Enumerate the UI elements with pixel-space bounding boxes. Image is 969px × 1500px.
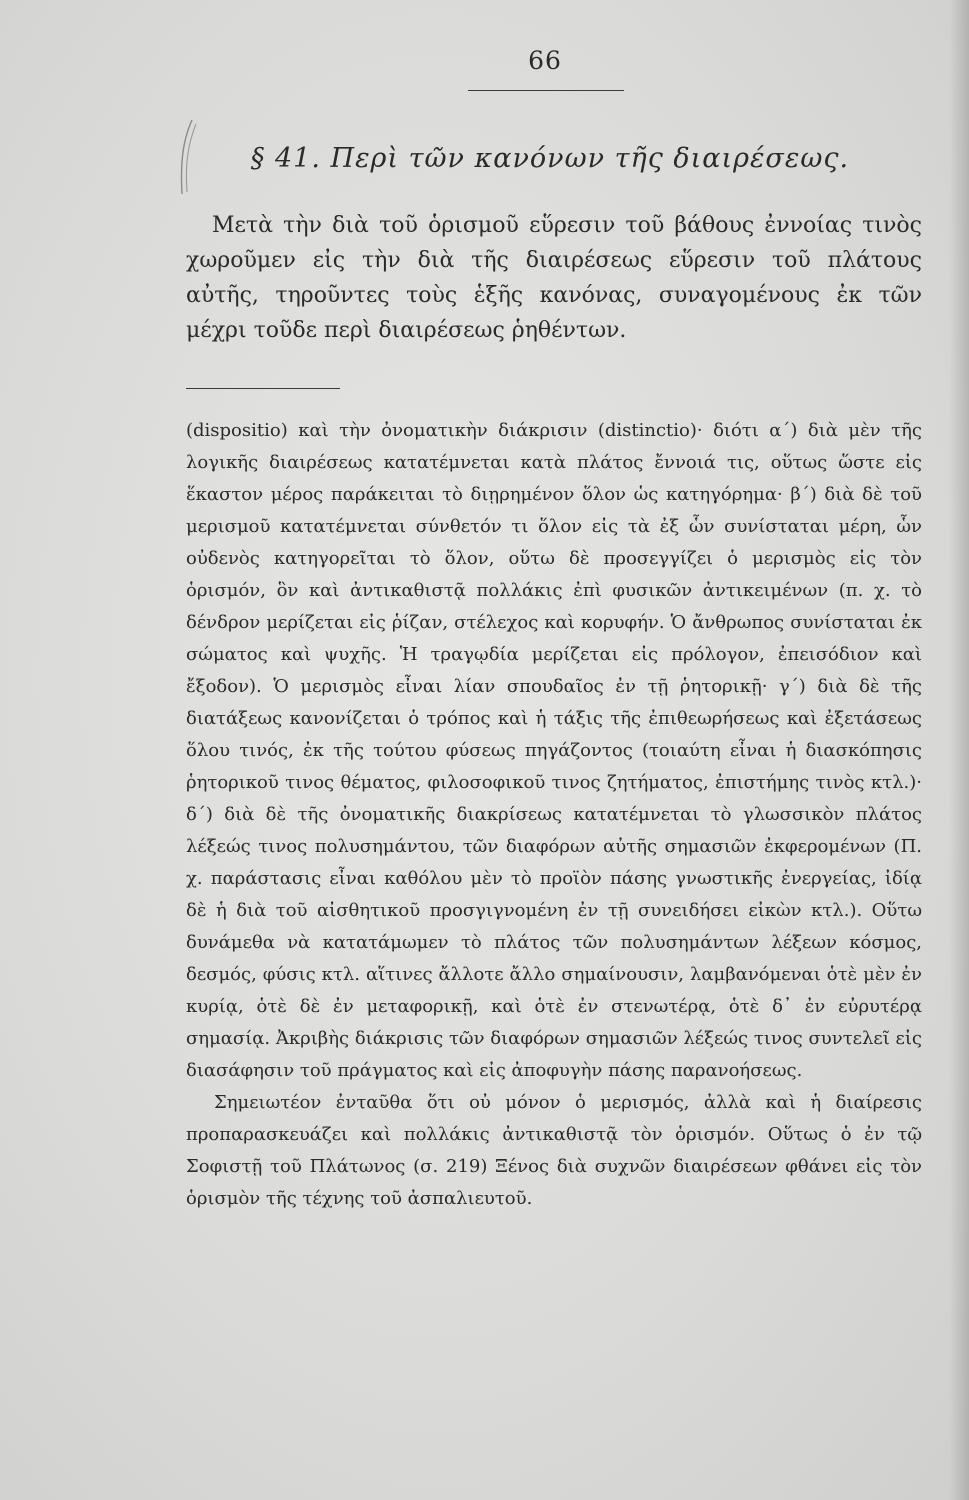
- footnote-paragraph-1: (dispositio) καὶ τὴν ὀνοματικὴν διάκρισιν (distinctio)· διότι α΄) διὰ μὲν τῆς λογικῆς διαιρέσεως κατατέμνεται κατὰ πλάτος ἔννοιά τις, οὕτως ὥστε εἰς ἕκαστον μέρος παράκειται τὸ διῃρημένον ὅλον ὡς κατηγόρημα· β΄) διὰ δὲ τοῦ μερισμοῦ κατατέμνεται σύνθετόν τι ὅλον εἰς τὰ ἐξ ὧν συνίσταται μέρη, ὧν οὐδενὸς κατηγορεῖται τὸ ὅλον, οὕτω δὲ προσεγγίζει ὁ μερισμὸς εἰς τὸν ὁρισμόν, ὃν καὶ ἀντικαθιστᾷ πολλάκις ἐπὶ φυσικῶν ἀντικειμένων (π. χ. τὸ δένδρον μερίζεται εἰς ῥίζαν, στέλεχος καὶ κορυφήν. Ὁ ἄνθρωπος συνίσταται ἐκ σώματος καὶ ψυχῆς. Ἡ τραγῳδία μερίζεται εἰς πρόλογον, ἐπεισόδιον καὶ ἔξοδον). Ὁ μερισμὸς εἶναι λίαν σπουδαῖος ἐν τῇ ῥητορικῇ· γ΄) διὰ δὲ τῆς διατάξεως κανονίζεται ὁ τρόπος καὶ ἡ τάξις τῆς ἐπιθεωρήσεως καὶ ἐξετάσεως ὅλου τινός, ἐκ τῆς τούτου φύσεως πηγάζοντος (τοιαύτη εἶναι ἡ διασκόπησις ῥητορικοῦ τινος θέματος, φιλοσοφικοῦ τινος ζητήματος, ἐπιστήμης τινὸς κτλ.)· δ΄) διὰ δὲ τῆς ὀνοματικῆς διακρίσεως κατατέμνεται τὸ γλωσσικὸν πλάτος λέξεώς τινος πολυσημάντου, τῶν διαφόρων αὐτῆς σημασιῶν ἐκφερομένων (Π. χ. παράστασις εἶναι καθόλου μὲν τὸ προϊὸν πάσης γνωστικῆς ἐνεργείας, ἰδίᾳ δὲ ἡ διὰ τοῦ αἰσθητικοῦ προσγιγνομένη ἐν τῇ συνειδήσει εἰκὼν κτλ.). Οὕτω δυνάμεθα νὰ κατατάμωμεν τὸ πλάτος τῶν πολυσημάντων λέξεων κόσμος, δεσμός, φύσις κτλ. αἵτινες ἄλλοτε ἄλλο σημαίνουσιν, λαμβανόμεναι ὁτὲ μὲν ἐν κυρίᾳ, ὁτὲ δὲ ἐν μεταφορικῇ, καὶ ὁτὲ ἐν στενωτέρᾳ, ὁτὲ δ᾽ ἐν εὐρυτέρᾳ σημασίᾳ. Ἀκριβὴς διάκρισις τῶν διαφόρων σημασιῶν λέξεώς τινος συντελεῖ εἰς διασάφησιν τοῦ πράγματος καὶ εἰς ἀποφυγὴν πάσης παρανοήσεως.: [186, 420, 922, 1081]
- page-number: 66: [528, 46, 562, 75]
- section-heading: § 41. Περὶ τῶν κανόνων τῆς διαιρέσεως.: [250, 143, 850, 174]
- page-number-rule: [468, 90, 624, 91]
- footnote-text: [186, 415, 922, 1215]
- footnote-paragraph-2: Σημειωτέον ἐνταῦθα ὅτι οὐ μόνον ὁ μερισμός, ἀλλὰ καὶ ἡ διαίρεσις προπαρασκευάζει καὶ πολλάκις ἀντικαθιστᾷ τὸν ὁρισμόν. Οὕτως ὁ ἐν τῷ Σοφιστῇ τοῦ Πλάτωνος (σ. 219) Ξένος διὰ συχνῶν διαιρέσεων φθάνει εἰς τὸν ὁρισμὸν τῆς τέχνης τοῦ ἀσπαλιευτοῦ.: [186, 1092, 922, 1209]
- page-edge-shadow: [949, 0, 969, 1500]
- footnote-rule: [186, 388, 340, 389]
- intro-text: [186, 208, 922, 348]
- intro-paragraph: Μετὰ τὴν διὰ τοῦ ὁρισμοῦ εὕρεσιν τοῦ βάθους ἐννοίας τινὸς χωροῦμεν εἰς τὴν διὰ τῆς διαιρέσεως εὕρεσιν τοῦ πλάτους αὐτῆς, τηροῦντες τοὺς ἑξῆς κανόνας, συναγομένους ἐκ τῶν μέχρι τοῦδε περὶ διαιρέσεως ῥηθέντων.: [186, 213, 922, 343]
